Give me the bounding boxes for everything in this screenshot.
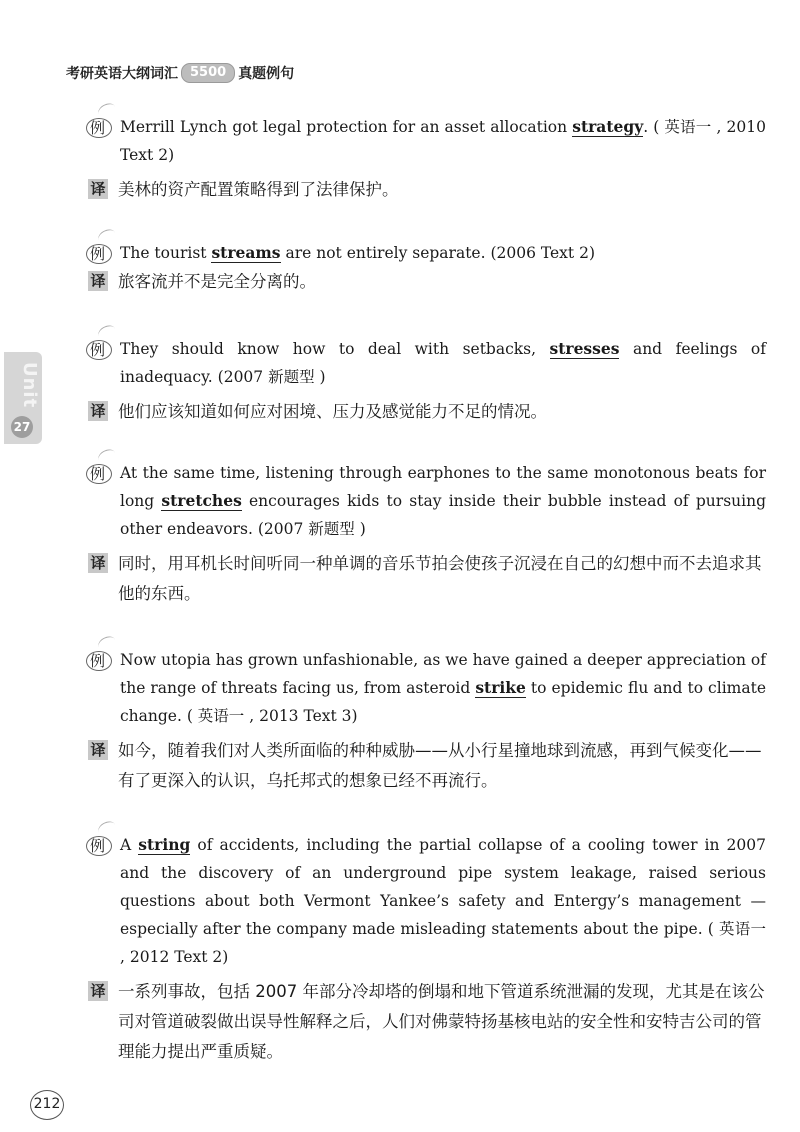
unit-number: 27 xyxy=(11,416,33,438)
example-block xyxy=(86,458,766,609)
unit-side-tab xyxy=(4,352,42,444)
header-badge: 5500 xyxy=(181,63,235,83)
english-sentence: They should know how to deal with setbacks, stresses and feelings of inadequacy. (2007 新题型 ) xyxy=(120,339,766,386)
example-icon: 例 xyxy=(86,238,116,266)
translation-icon: 译 xyxy=(88,553,108,573)
example-icon: 例 xyxy=(86,645,116,673)
page-header xyxy=(66,62,294,84)
keyword: strike xyxy=(475,678,526,697)
example-block xyxy=(86,334,766,427)
keyword: stresses xyxy=(549,339,620,358)
example-block xyxy=(86,645,766,796)
chinese-translation: 一系列事故，包括 2007 年部分冷却塔的倒塌和地下管道系统泄漏的发现，尤其是在该公司对管道破裂做出误导性解释之后，人们对佛蒙特扬基核电站的安全性和安特吉公司的管理能力提出严重质疑。 xyxy=(118,982,765,1061)
header-suffix: 真题例句 xyxy=(238,66,295,82)
example-icon: 例 xyxy=(86,458,116,486)
keyword: streams xyxy=(211,243,281,262)
translation-icon: 译 xyxy=(88,271,108,291)
header-prefix: 考研英语大纲词汇 xyxy=(66,66,178,82)
example-block xyxy=(86,830,766,1067)
page-number: 212 xyxy=(30,1090,64,1120)
english-sentence: Now utopia has grown unfashionable, as we have gained a deeper appreciation of the range of threats facing us, from asteroid strike to epidemic flu and to climate change. ( 英语一 , 2013 Text 3) xyxy=(120,651,766,725)
english-sentence: Merrill Lynch got legal protection for an asset allocation strategy. ( 英语一 , 2010 Text 2) xyxy=(120,117,766,164)
example-block xyxy=(86,238,766,297)
keyword: string xyxy=(138,835,191,854)
english-sentence: At the same time, listening through earphones to the same monotonous beats for long stretches encourages kids to stay inside their bubble instead of pursuing other endeavors. (2007 新题型 ) xyxy=(120,464,766,538)
example-block xyxy=(86,112,766,205)
chinese-translation: 美林的资产配置策略得到了法律保护。 xyxy=(118,180,399,199)
chinese-translation: 同时，用耳机长时间听同一种单调的音乐节拍会使孩子沉浸在自己的幻想中而不去追求其他的东西。 xyxy=(118,554,762,603)
translation-icon: 译 xyxy=(88,401,108,421)
chinese-translation: 如今，随着我们对人类所面临的种种威胁——从小行星撞地球到流感，再到气候变化——有了更深入的认识，乌托邦式的想象已经不再流行。 xyxy=(118,741,762,790)
english-sentence: The tourist streams are not entirely separate. (2006 Text 2) xyxy=(120,243,595,262)
example-icon: 例 xyxy=(86,334,116,362)
translation-icon: 译 xyxy=(88,179,108,199)
unit-label: Unit xyxy=(19,362,40,409)
keyword: stretches xyxy=(161,491,242,510)
translation-icon: 译 xyxy=(88,740,108,760)
chinese-translation: 旅客流并不是完全分离的。 xyxy=(118,272,316,291)
translation-icon: 译 xyxy=(88,981,108,1001)
keyword: strategy xyxy=(572,117,644,136)
example-icon: 例 xyxy=(86,830,116,858)
example-icon: 例 xyxy=(86,112,116,140)
english-sentence: A string of accidents, including the partial collapse of a cooling tower in 2007 and the discovery of an underground pipe system leakage, raised serious questions about both Vermont Yankee’s safety and Entergy’s management — especially after the company made misleading statements about the pipe. ( 英语一 , 2012 Text 2) xyxy=(120,835,766,966)
chinese-translation: 他们应该知道如何应对困境、压力及感觉能力不足的情况。 xyxy=(118,402,547,421)
